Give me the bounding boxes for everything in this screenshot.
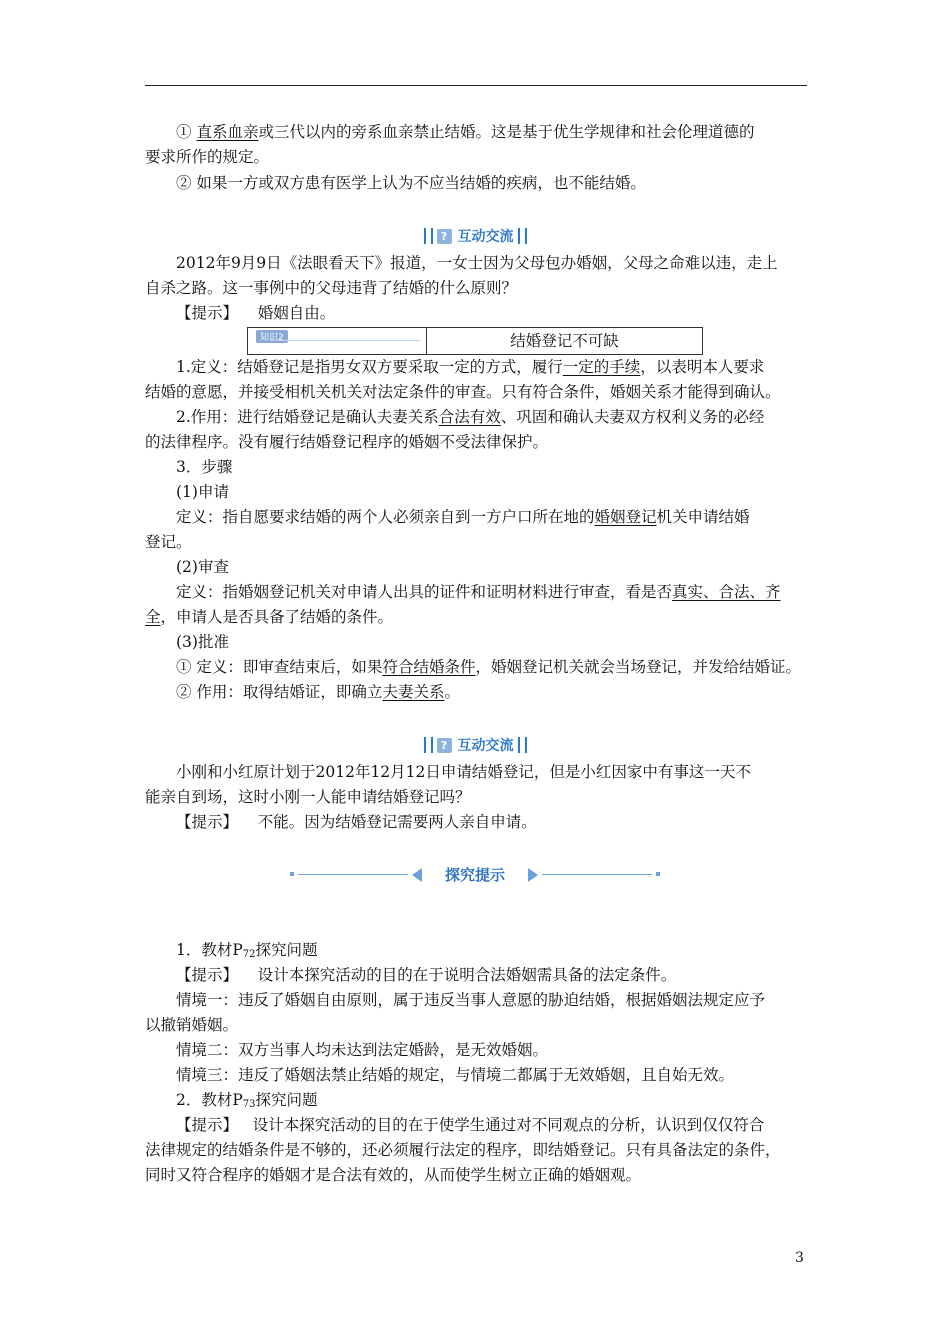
paragraph: 自杀之路。这一事例中的父母违背了结婚的什么原则？ bbox=[145, 279, 518, 297]
knowledge-title: 结婚登记不可缺 bbox=[510, 332, 619, 350]
question-icon: ? bbox=[437, 738, 452, 753]
hint: 【提示】 不能。因为结婚登记需要两人亲自申请。 bbox=[176, 813, 537, 831]
paragraph: 2012年9月9日《法眼看天下》报道，一女士因为父母包办婚姻，父母之命难以违，走上 bbox=[176, 254, 778, 272]
paragraph: 情境一：违反了婚姻自由原则，属于违反当事人意愿的胁迫结婚，根据婚姻法规定应予 bbox=[176, 991, 766, 1009]
subheading: (2)审查 bbox=[176, 558, 229, 576]
arrow-right-icon bbox=[528, 868, 538, 882]
exchange-heading: ? 互动交流 bbox=[0, 226, 950, 248]
paragraph: 小刚和小红原计划于2012年12月12日申请结婚登记，但是小红因家中有事这一天不 bbox=[176, 763, 751, 781]
hint: 【提示】 设计本探究活动的目的在于说明合法婚姻需具备的法定条件。 bbox=[176, 966, 677, 984]
paragraph: 以撤销婚姻。 bbox=[145, 1016, 239, 1034]
paragraph: 2.作用：进行结婚登记是确认夫妻关系合法有效、巩固和确认夫妻双方权利义务的必经 bbox=[176, 408, 765, 426]
paragraph: 定义：指自愿要求结婚的两个人必须亲自到一方户口所在地的婚姻登记机关申请结婚 bbox=[176, 508, 750, 526]
knowledge-title-box bbox=[247, 327, 703, 355]
page-number: 3 bbox=[795, 1250, 804, 1266]
paragraph: ① 定义：即审查结束后，如果符合结婚条件，婚姻登记机关就会当场登记，并发给结婚证。 bbox=[176, 658, 801, 676]
arrow-left-icon bbox=[412, 868, 422, 882]
paragraph: 结婚的意愿，并接受相机关机关对法定条件的审查。只有符合条件，婚姻关系才能得到确认。 bbox=[145, 383, 781, 401]
paragraph: 同时又符合程序的婚姻才是合法有效的，从而使学生树立正确的婚姻观。 bbox=[145, 1166, 642, 1184]
paragraph: 情境三：违反了婚姻法禁止结婚的规定，与情境二都属于无效婚姻，且自始无效。 bbox=[176, 1066, 735, 1084]
paragraph: 全，申请人是否具备了结婚的条件。 bbox=[145, 608, 394, 626]
paragraph: 的法律程序。没有履行结婚登记程序的婚姻不受法律保护。 bbox=[145, 433, 549, 451]
paragraph: 情境二：双方当事人均未达到法定婚龄，是无效婚姻。 bbox=[176, 1041, 549, 1059]
knowledge-tag: 知识2 bbox=[248, 328, 427, 354]
paragraph: 定义：指婚姻登记机关对申请人出具的证件和证明材料进行审查，看是否真实、合法、齐 bbox=[176, 583, 781, 601]
hint: 【提示】 设计本探究活动的目的在于使学生通过对不同观点的分析，认识到仅仅符合 bbox=[176, 1116, 765, 1134]
paragraph: 1．教材$P_{72}$探究问题 bbox=[176, 941, 318, 960]
banner-title: 探究提示 bbox=[444, 866, 505, 884]
paragraph: ② 如果一方或双方患有医学上认为不应当结婚的疾病，也不能结婚。 bbox=[176, 174, 646, 192]
explore-banner bbox=[290, 862, 660, 888]
paragraph: 法律规定的结婚条件是不够的，还必须履行法定的程序，即结婚登记。只有具备法定的条件， bbox=[145, 1141, 781, 1159]
paragraph: ① 直系血亲或三代以内的旁系血亲禁止结婚。这是基于优生学规律和社会伦理道德的 bbox=[176, 123, 755, 141]
paragraph: 1.定义：结婚登记是指男女双方要采取一定的方式，履行一定的手续，以表明本人要求 bbox=[176, 358, 765, 376]
paragraph: 3．步骤 bbox=[176, 458, 233, 476]
paragraph: 要求所作的规定。 bbox=[145, 148, 270, 166]
hint: 【提示】 婚姻自由。 bbox=[176, 304, 336, 322]
paragraph: 能亲自到场，这时小刚一人能申请结婚登记吗？ bbox=[145, 788, 471, 806]
header-rule bbox=[145, 85, 807, 86]
question-icon: ? bbox=[437, 229, 452, 244]
paragraph: 2．教材$P_{73}$探究问题 bbox=[176, 1091, 318, 1110]
paragraph: 登记。 bbox=[145, 533, 192, 551]
subheading: (3)批准 bbox=[176, 633, 229, 651]
paragraph: ② 作用：取得结婚证，即确立夫妻关系。 bbox=[176, 683, 460, 701]
exchange-heading: ? 互动交流 bbox=[0, 735, 950, 757]
subheading: (1)申请 bbox=[176, 483, 229, 501]
